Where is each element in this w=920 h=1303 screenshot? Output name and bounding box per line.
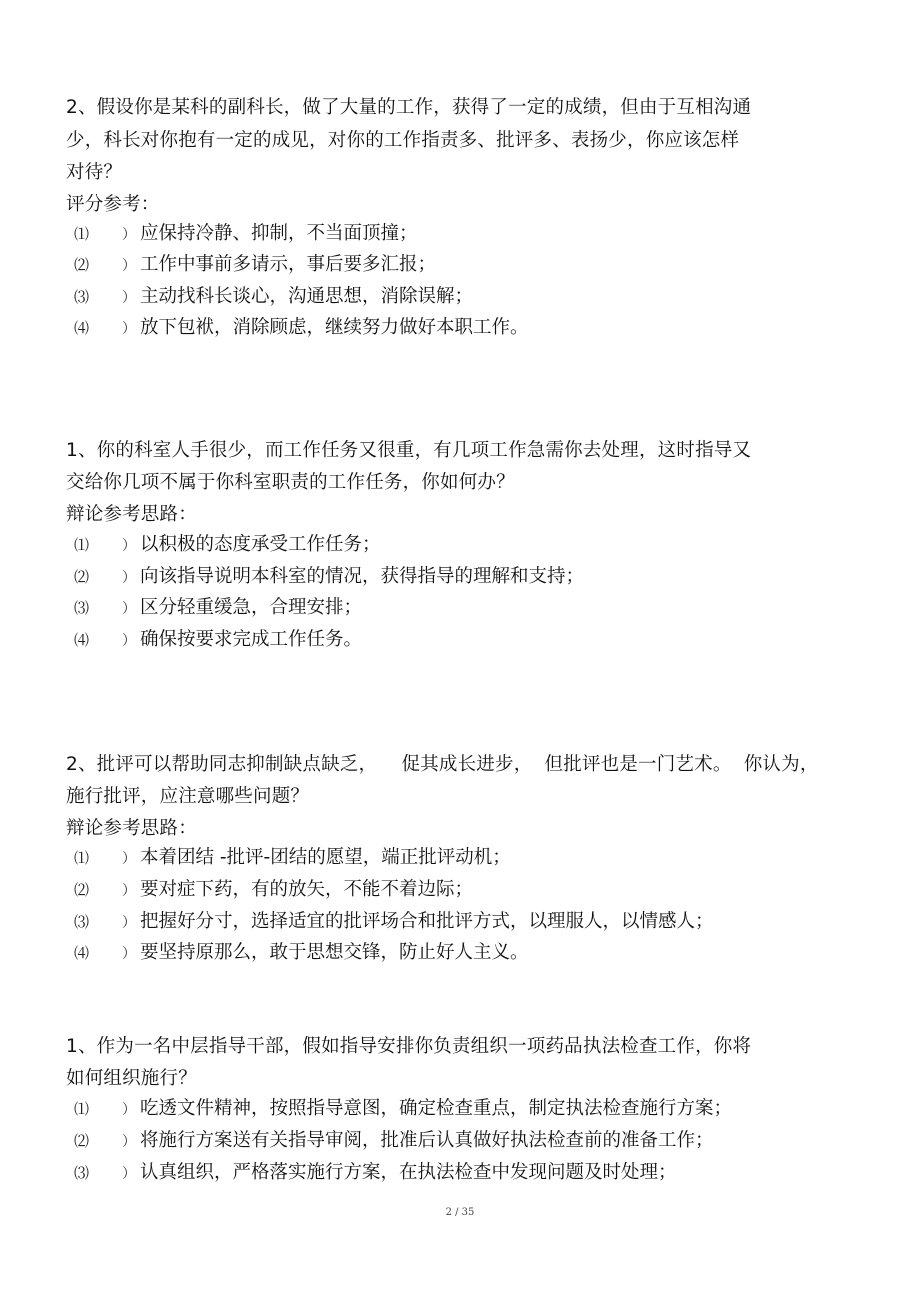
item-paren: ） — [122, 1102, 136, 1118]
answer-item — [74, 533, 381, 558]
item-paren: ） — [122, 883, 136, 899]
item-number: ⑴ — [74, 536, 90, 554]
item-text: 工作中事前多请示，事后要多汇报； — [140, 254, 437, 275]
item-text: 应保持冷静、抑制，不当面顶撞； — [140, 223, 418, 244]
answer-heading: 评分参考： — [66, 194, 160, 215]
item-paren: ） — [122, 915, 136, 931]
answer-item — [74, 628, 362, 653]
answer-item — [74, 941, 529, 966]
answer-item — [74, 596, 362, 621]
item-number: ⑵ — [74, 1132, 90, 1150]
answer-item — [74, 222, 418, 247]
item-number: ⑵ — [74, 256, 90, 274]
item-paren: ） — [122, 538, 136, 554]
item-number: ⑵ — [74, 881, 90, 899]
item-paren: ） — [122, 258, 136, 274]
item-text: 以积极的态度承受工作任务； — [140, 534, 381, 555]
question-text-line: 少，科长对你抱有一定的成见，对你的工作指责多、批评多、表扬少，你应该怎样 — [66, 130, 740, 151]
answer-item — [74, 285, 473, 310]
page-number: 2 / 35 — [445, 1207, 475, 1218]
item-number: ⑴ — [74, 1100, 90, 1118]
question-text-line: 交给你几项不属于你科室职责的工作任务，你如何办？ — [66, 472, 515, 493]
answer-item — [74, 1129, 714, 1154]
item-paren: ） — [122, 633, 136, 649]
answer-item — [74, 565, 584, 590]
item-paren: ） — [122, 321, 136, 337]
item-paren: ） — [122, 227, 136, 243]
item-number: ⑴ — [74, 225, 90, 243]
answer-heading: 辩论参考思路： — [66, 504, 197, 525]
question-text-line: 如何组织施行？ — [66, 1068, 197, 1089]
item-paren: ） — [122, 601, 136, 617]
item-text: 区分轻重缓急，合理安排； — [140, 597, 363, 618]
answer-item — [74, 1161, 677, 1186]
item-text: 要对症下药，有的放矢，不能不着边际； — [140, 879, 474, 900]
item-paren: ） — [122, 946, 136, 962]
item-text: 本着团结 -批评-团结的愿望，端正批评动机； — [140, 847, 511, 868]
answer-heading: 辩论参考思路： — [66, 818, 197, 839]
item-text: 将施行方案送有关指导审阅，批准后认真做好执法检查前的准备工作； — [140, 1130, 714, 1151]
question-text-line: 1、你的科室人手很少，而工作任务又很重，有几项工作急需你去处理，这时指导又 — [66, 440, 752, 461]
item-text: 向该指导说明本科室的情况，获得指导的理解和支持； — [140, 566, 585, 587]
answer-item — [74, 878, 473, 903]
item-number: ⑴ — [74, 849, 90, 867]
item-text: 主动找科长谈心，沟通思想，消除误解； — [140, 286, 474, 307]
item-number: ⑵ — [74, 568, 90, 586]
item-text: 确保按要求完成工作任务。 — [140, 629, 363, 650]
item-number: ⑶ — [74, 288, 90, 306]
question-text-line: 2、批评可以帮助同志抑制缺点缺乏， 促其成长进步， 但批评也是一门艺术。 你认为， — [66, 754, 819, 775]
item-paren: ） — [122, 1166, 136, 1182]
item-number: ⑶ — [74, 913, 90, 931]
item-paren: ） — [122, 851, 136, 867]
question-text-line: 2、假设你是某科的副科长，做了大量的工作，获得了一定的成绩，但由于互相沟通 — [66, 97, 752, 118]
item-paren: ） — [122, 570, 136, 586]
answer-item — [74, 1097, 732, 1122]
question-text-line: 施行批评，应注意哪些问题？ — [66, 786, 310, 807]
question-text-line: 对待？ — [66, 162, 123, 183]
item-text: 要坚持原那么，敢于思想交锋，防止好人主义。 — [140, 942, 529, 963]
question-text-line: 1、作为一名中层指导干部，假如指导安排你负责组织一项药品执法检查工作，你将 — [66, 1036, 752, 1057]
item-number: ⑶ — [74, 599, 90, 617]
item-paren: ） — [122, 290, 136, 306]
answer-item — [74, 316, 529, 341]
answer-item — [74, 253, 436, 278]
item-number: ⑷ — [74, 631, 90, 649]
item-text: 吃透文件精神，按照指导意图，确定检查重点，制定执法检查施行方案； — [140, 1098, 733, 1119]
item-number: ⑷ — [74, 319, 90, 337]
item-paren: ） — [122, 1134, 136, 1150]
item-number: ⑷ — [74, 944, 90, 962]
item-text: 把握好分寸，选择适宜的批评场合和批评方式，以理服人，以情感人； — [140, 911, 714, 932]
answer-item — [74, 910, 714, 935]
answer-item — [74, 846, 511, 871]
item-text: 放下包袱，消除顾虑，继续努力做好本职工作。 — [140, 317, 529, 338]
item-text: 认真组织，严格落实施行方案，在执法检查中发现问题及时处理； — [140, 1162, 677, 1183]
item-number: ⑶ — [74, 1164, 90, 1182]
